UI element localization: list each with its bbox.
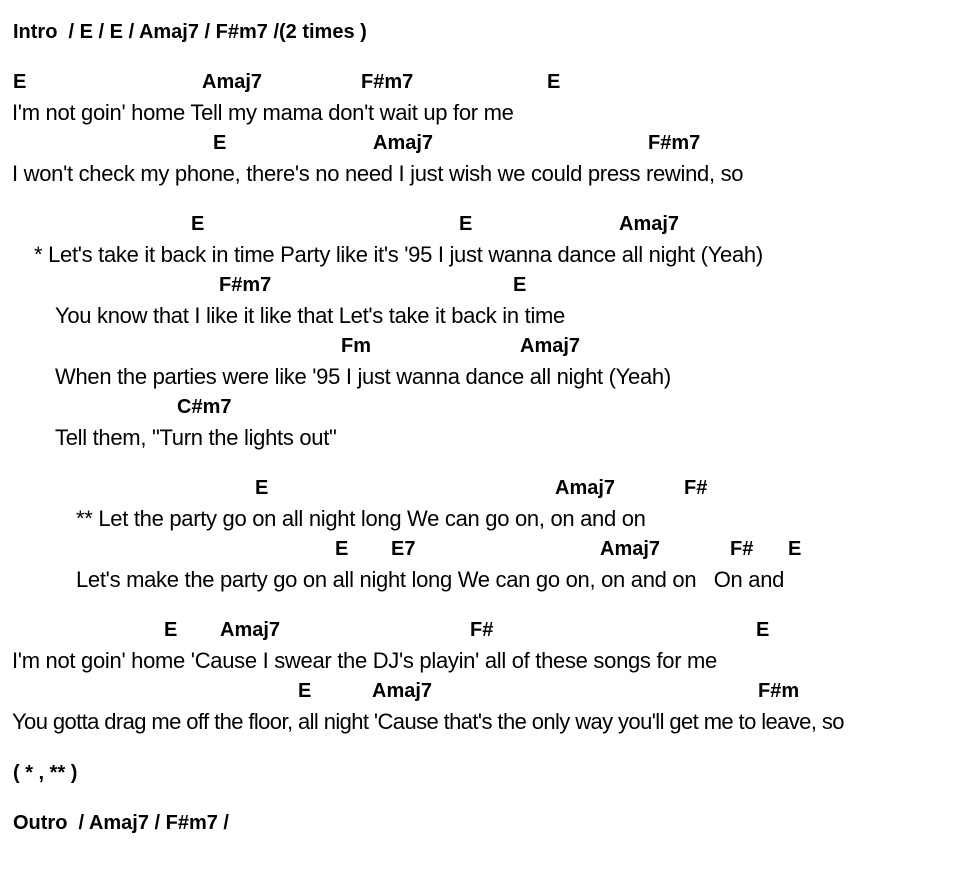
chord: Amaj7 — [373, 132, 434, 154]
chord: F#m — [758, 680, 800, 702]
chord: E — [213, 132, 227, 154]
chord: Amaj7 — [220, 619, 281, 641]
lyric-line: Let's make the party go on all night long We can go on, on and on On and — [76, 567, 785, 592]
chord: E — [255, 477, 269, 499]
chord: Amaj7 — [520, 335, 581, 357]
chord: Fm — [341, 335, 371, 357]
chord: E — [335, 538, 349, 560]
lyric-line: * Let's take it back in time Party like it's '95 I just wanna dance all night (Yeah) — [34, 242, 763, 267]
chord: E — [547, 71, 561, 93]
repeat-marker: ( * , ** ) — [13, 762, 78, 784]
chord: Amaj7 — [372, 680, 433, 702]
chord: E — [298, 680, 312, 702]
lyric-line: I'm not goin' home Tell my mama don't wait up for me — [12, 100, 514, 125]
chord: E — [191, 213, 205, 235]
chord: F# — [470, 619, 494, 641]
chord: Amaj7 — [619, 213, 680, 235]
lyric-line: When the parties were like '95 I just wanna dance all night (Yeah) — [55, 364, 671, 389]
lyric-line: I'm not goin' home 'Cause I swear the DJ's playin' all of these songs for me — [12, 648, 717, 673]
lyric-line: You gotta drag me off the floor, all night 'Cause that's the only way you'll get me to leave, so — [12, 709, 844, 734]
lyric-line: ** Let the party go on all night long We can go on, on and on — [76, 506, 646, 531]
lyric-line: Tell them, "Turn the lights out" — [55, 425, 337, 450]
chord: E7 — [391, 538, 416, 560]
chord: E — [513, 274, 527, 296]
chord: C#m7 — [177, 396, 232, 418]
chord: Amaj7 — [202, 71, 263, 93]
lyric-line: I won't check my phone, there's no need I just wish we could press rewind, so — [12, 161, 744, 186]
chord: E — [459, 213, 473, 235]
chord: Amaj7 — [555, 477, 616, 499]
chord: E — [13, 71, 27, 93]
chord: E — [756, 619, 770, 641]
lyric-line: You know that I like it like that Let's take it back in time — [55, 303, 565, 328]
chord: F#m7 — [219, 274, 272, 296]
chord: E — [788, 538, 802, 560]
chord: F#m7 — [648, 132, 701, 154]
chord: F# — [730, 538, 754, 560]
chord: Amaj7 — [600, 538, 661, 560]
chord: F# — [684, 477, 708, 499]
outro-line: Outro / Amaj7 / F#m7 / — [13, 812, 229, 834]
intro-line: Intro / E / E / Amaj7 / F#m7 /(2 times ) — [13, 21, 367, 43]
chord: F#m7 — [361, 71, 414, 93]
chord: E — [164, 619, 178, 641]
